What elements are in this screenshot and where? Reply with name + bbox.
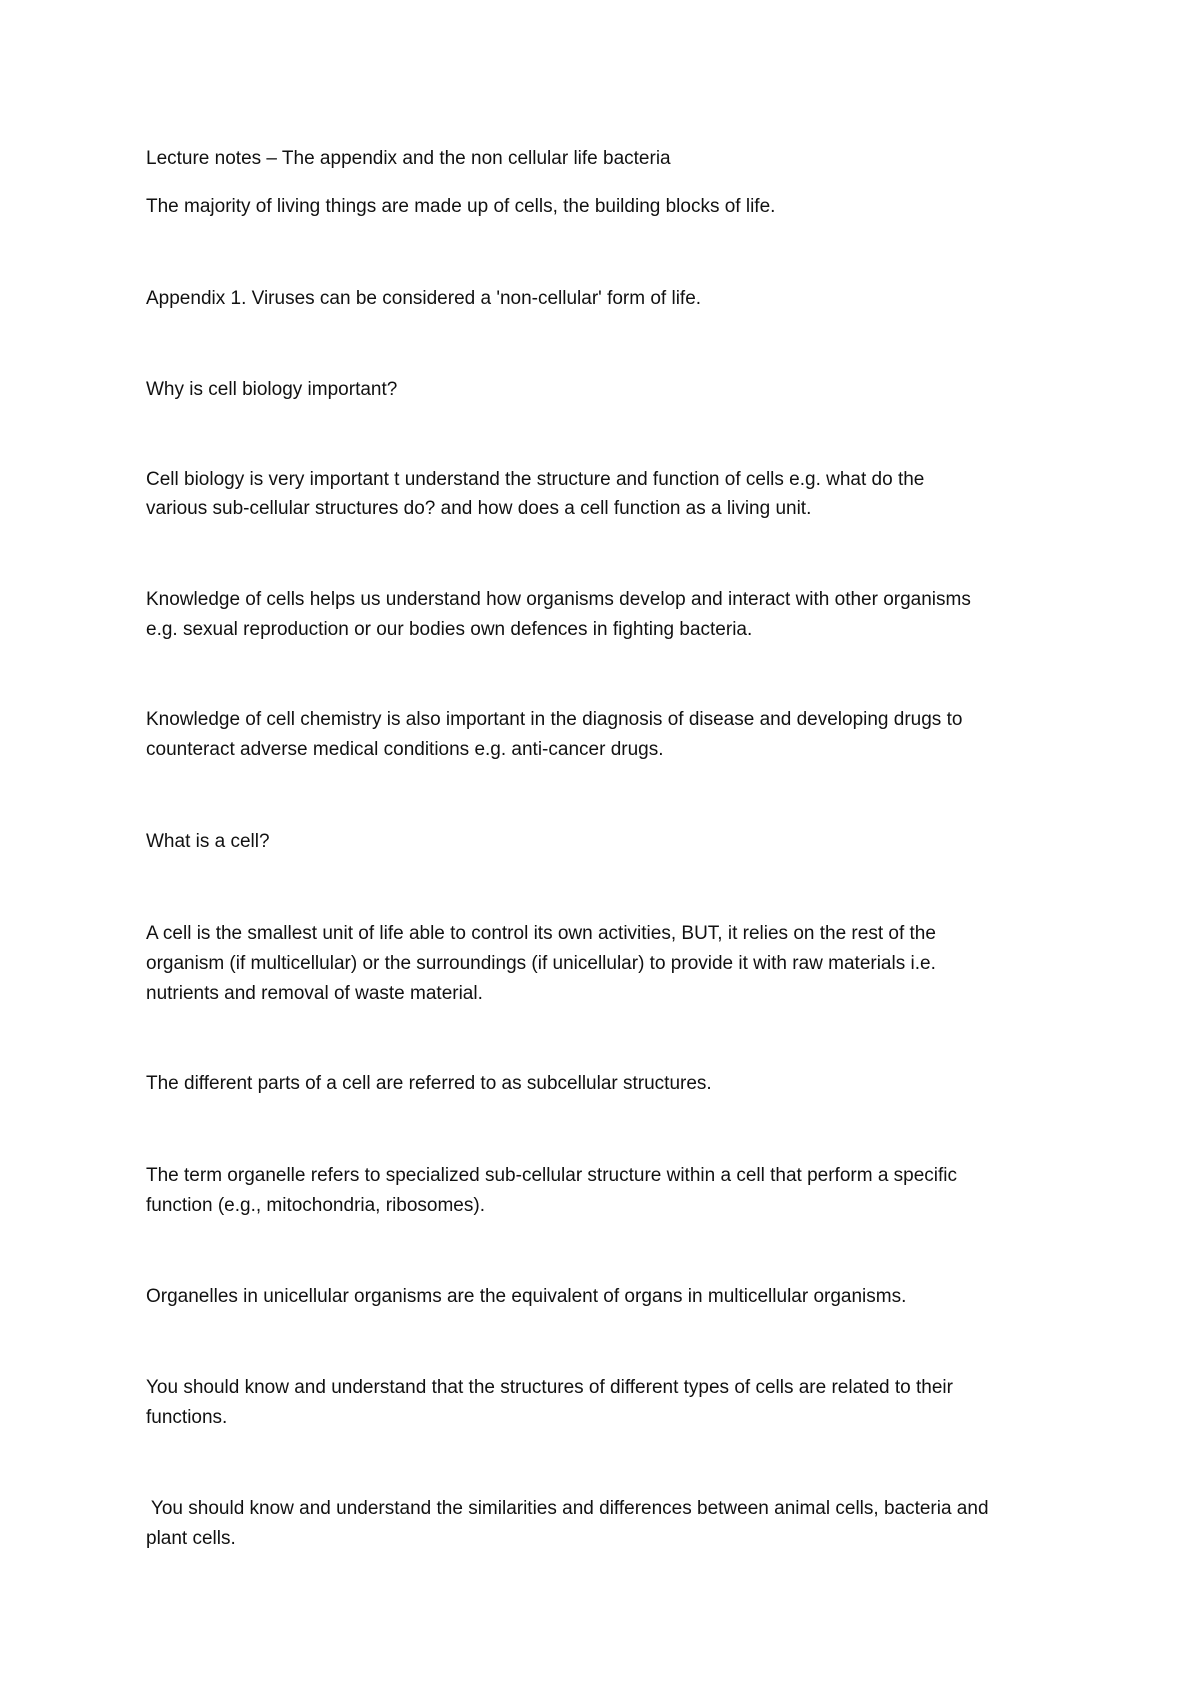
paragraph-line: You should know and understand the similarities and differences between animal cells, bacteria and bbox=[146, 1498, 989, 1519]
paragraph-line: The term organelle refers to specialized sub-cellular structure within a cell that perform a specific bbox=[146, 1165, 958, 1186]
paragraph-line: nutrients and removal of waste material. bbox=[146, 983, 483, 1004]
paragraph-line: functions. bbox=[146, 1407, 228, 1428]
paragraph-line: The different parts of a cell are referred to as subcellular structures. bbox=[146, 1073, 712, 1094]
paragraph-line: A cell is the smallest unit of life able to control its own activities, BUT, it relies on the rest of the bbox=[146, 923, 936, 944]
paragraph-line: counteract adverse medical conditions e.g. anti-cancer drugs. bbox=[146, 739, 664, 760]
section-heading: Why is cell biology important? bbox=[146, 379, 398, 400]
paragraph-line: Knowledge of cell chemistry is also important in the diagnosis of disease and developing drugs to bbox=[146, 709, 963, 730]
paragraph-line: The majority of living things are made up of cells, the building blocks of life. bbox=[146, 196, 776, 217]
paragraph-line: organism (if multicellular) or the surroundings (if unicellular) to provide it with raw materials i.e. bbox=[146, 953, 936, 974]
paragraph-line: Organelles in unicellular organisms are the equivalent of organs in multicellular organisms. bbox=[146, 1286, 907, 1307]
section-heading: What is a cell? bbox=[146, 831, 270, 852]
paragraph-line: Cell biology is very important t understand the structure and function of cells e.g. what do the bbox=[146, 469, 925, 490]
paragraph-line: function (e.g., mitochondria, ribosomes). bbox=[146, 1195, 485, 1216]
paragraph-line: plant cells. bbox=[146, 1528, 236, 1549]
paragraph-line: Knowledge of cells helps us understand how organisms develop and interact with other organisms bbox=[146, 589, 971, 610]
document-title: Lecture notes – The appendix and the non cellular life bacteria bbox=[146, 148, 671, 169]
paragraph-line: Appendix 1. Viruses can be considered a 'non-cellular' form of life. bbox=[146, 288, 702, 309]
paragraph-line: You should know and understand that the structures of different types of cells are related to their bbox=[146, 1377, 953, 1398]
paragraph-line: various sub-cellular structures do? and how does a cell function as a living unit. bbox=[146, 498, 812, 519]
paragraph-line: e.g. sexual reproduction or our bodies own defences in fighting bacteria. bbox=[146, 619, 753, 640]
